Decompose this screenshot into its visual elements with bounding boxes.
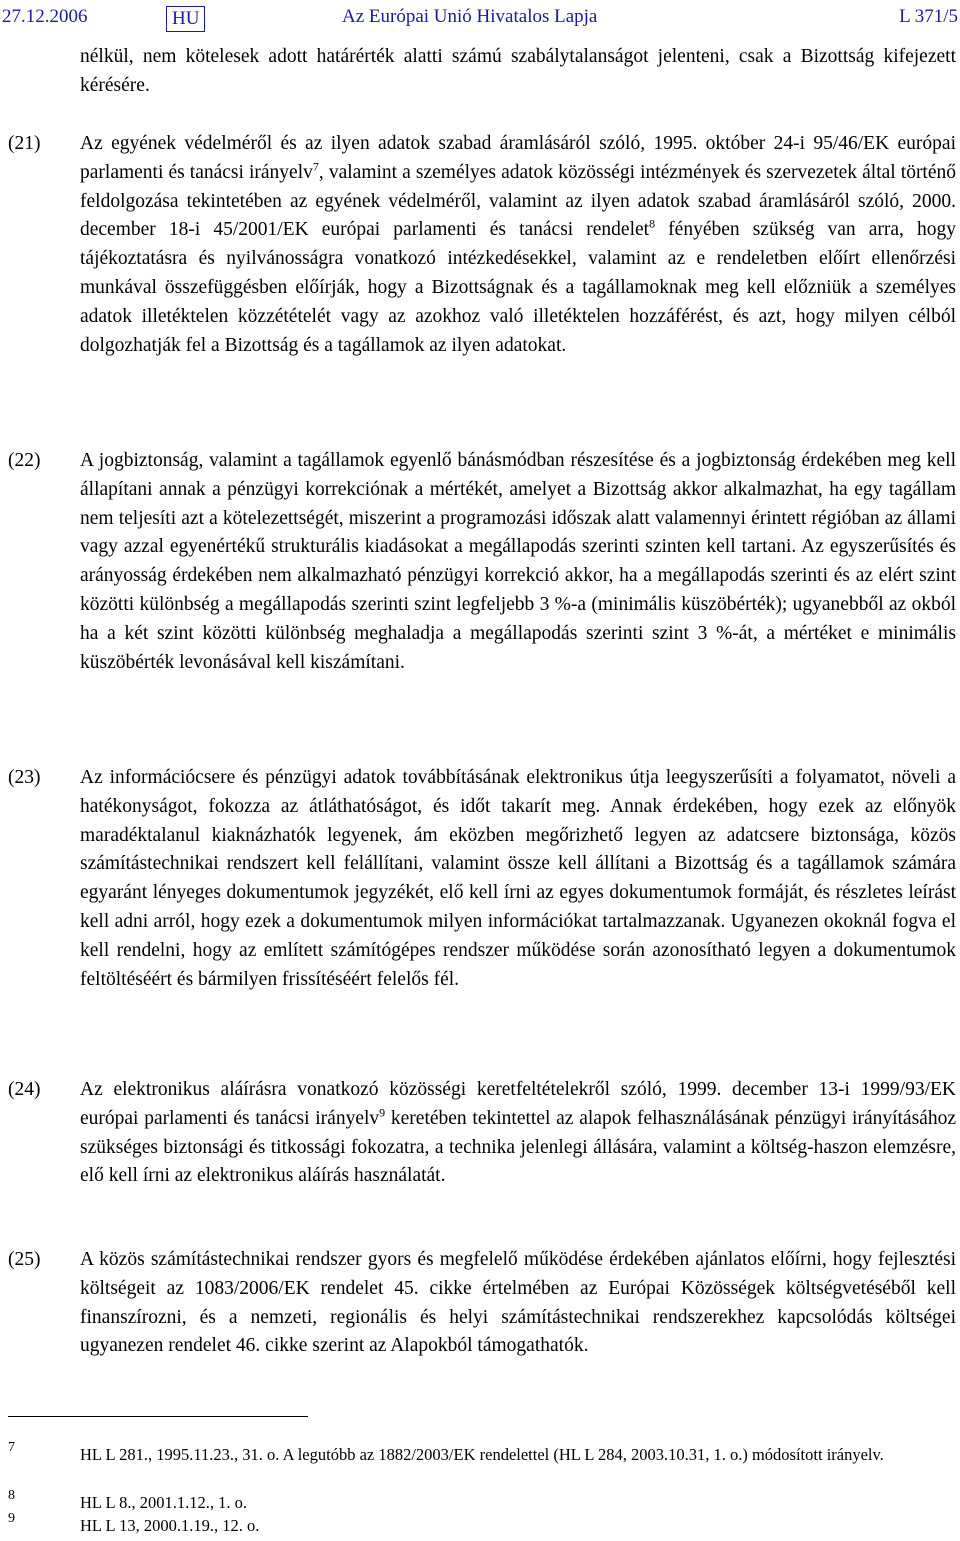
footnote-8: HL L 8., 2001.1.12., 1. o.	[80, 1493, 247, 1512]
footnote-number: 8	[8, 1488, 15, 1503]
recital-text: fényében szükség van arra, hogy tájékoztatásra és nyilvánosságra vonatkozó intézkedésekkel, valamint az e rendeletben előírt ellenőrzési munkával összefüggésben előírják, hogy a Bizottságnak és a tagállamoknak meg kell előzniük a személyes adatok illetéktelen közzétételét vagy az azokhoz való illetéktelen hozzáférést, és azt, hogy milyen célból dolgozhatják fel a Bizottság és a tagállamok az ilyen adatokat.	[80, 219, 956, 356]
page-header	[0, 6, 960, 32]
footnote-separator	[8, 1416, 308, 1417]
footnote-ref: 7	[312, 159, 319, 174]
recital-text: keretében tekintettel az alapok felhasználásának pénzügyi irányításához szükséges biztonsági és titkossági fokozatra, a technika jelenlegi állására, valamint a költség-haszon elemzésre, elő kell írni az elektronikus aláírás használatát.	[80, 1107, 956, 1187]
language-code: HU	[166, 6, 205, 32]
recital-text: Az elektronikus aláírásra vonatkozó közösségi keretfeltételekről szóló, 1999. december 13-i 1999/93/EK európai parlamenti és tanácsi irányelv	[80, 1079, 956, 1129]
recital-number: (25)	[8, 1249, 41, 1270]
recital-25: A közös számítástechnikai rendszer gyors és megfelelő működése érdekében ajánlatos előírni, hogy fejlesztési költségeit az 1083/2006/EK rendelet 45. cikke értelmében az Európai Közösségek költségvetéséből kell finanszírozni, és a nemzeti, regionális és helyi számítástechnikai rendszerekhez kapcsolódás költségei ugyanezen rendelet 46. cikke szerint az Alapokból támogathatók.	[80, 1249, 956, 1357]
footnote-number: 7	[8, 1440, 15, 1455]
recital-number: (21)	[8, 133, 41, 154]
footnote-ref: 8	[649, 216, 656, 231]
recital-number: (24)	[8, 1079, 41, 1100]
recital-number: (23)	[8, 767, 41, 788]
recital-22: A jogbiztonság, valamint a tagállamok egyenlő bánásmódban részesítése és a jogbiztonság érdekében meg kell állapítani annak a pénzügyi korrekciónak a mértékét, amelyet a Bizottság akkor alkalmazhat, ha egy tagállam nem teljesíti azt a kötelezettségét, miszerint a programozási időszak alatt valamennyi érintett régióban az állami vagy azzal egyenértékű strukturális kiadásokat a megállapodás szerinti szinten kell tartani. Az egyszerűsítés és arányosság érdekében nem alkalmazható pénzügyi korrekció akkor, ha a megállapodás szerinti és az elért szint közötti különbség a megállapodás szerinti szint legfeljebb 3 %-a (minimális küszöbérték); ugyanebből az okból ha a két szint közötti különbség meghaladja a megállapodás szerinti szint 3 %-át, a mértéket e minimális küszöbérték levonásával kell kiszámítani.	[80, 450, 956, 673]
footnote-ref: 9	[379, 1105, 386, 1120]
publication-date: 27.12.2006	[2, 6, 88, 27]
page-reference: L 371/5	[899, 6, 958, 27]
footnote-9: HL L 13, 2000.1.19., 12. o.	[80, 1516, 260, 1535]
journal-title: Az Európai Unió Hivatalos Lapja	[342, 6, 598, 27]
recital-text: Az egyének védelméről és az ilyen adatok szabad áramlásáról szóló, 1995. október 24-i 95/46/EK európai parlamenti és tanácsi irányelv	[80, 133, 956, 183]
recital-text: , valamint a személyes adatok közösségi intézmények és szervezetek által történő feldolgozása tekintetében az egyének védelméről, valamint az ilyen adatok szabad áramlásáról szóló, 2000. december 18-i 45/2001/EK európai parlamenti és tanácsi rendelet	[80, 161, 957, 241]
intro-text: nélkül, nem kötelesek adott határérték alatti számú szabálytalanságot jelenteni, csak a Bizottság kifejezett kérésére.	[80, 46, 956, 96]
recital-number: (22)	[8, 450, 41, 471]
recital-21	[80, 130, 956, 360]
recital-23: Az információcsere és pénzügyi adatok továbbításának elektronikus útja leegyszerűsíti a folyamatot, növeli a hatékonyságot, fokozza az átláthatóságot, és időt takarít meg. Annak érdekében, hogy ezek az előnyök maradéktalanul kiaknázhatók legyenek, ám eközben megőrizhető legyen az adatcsere biztonsága, közös számítástechnikai rendszert kell felállítani, valamint össze kell állítani a Bizottság és a tagállamok számára egyaránt lényeges dokumentumok jegyzékét, elő kell írni az egyes dokumentumok formáját, és részletes leírást kell adni arról, hogy ezek a dokumentumok milyen információkat tartalmazzanak. Ugyanezen okoknál fogva el kell rendelni, hogy az említett számítógépes rendszer működése során azonosítható legyen a dokumentumok feltöltéséért és bármilyen frissítéséért felelős fél.	[80, 767, 956, 990]
recital-24	[80, 1076, 956, 1191]
footnote-number: 9	[8, 1511, 15, 1526]
footnote-7: HL L 281., 1995.11.23., 31. o. A legutóbb az 1882/2003/EK rendelettel (HL L 284, 2003.10.31, 1. o.) módosított irányelv.	[80, 1445, 884, 1464]
